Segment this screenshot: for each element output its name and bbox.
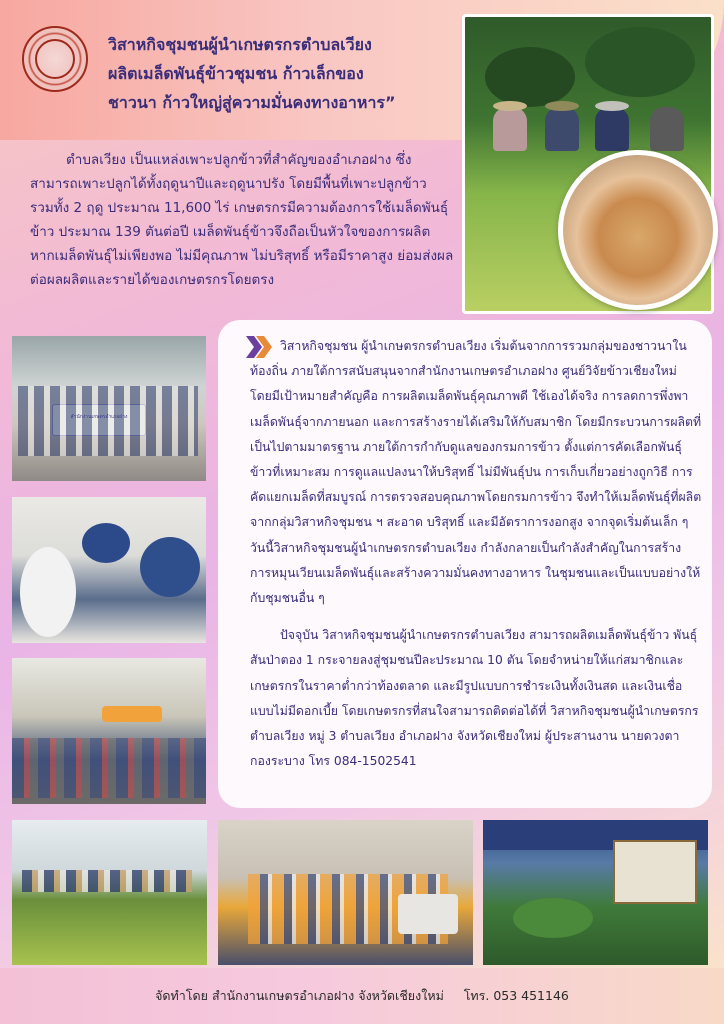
farmers-in-field-photo xyxy=(12,820,207,965)
banner-caption: สำนักงานเกษตรอำเภอฝาง xyxy=(70,414,128,420)
footer-phone: โทร. 053 451146 xyxy=(463,988,569,1003)
title-line-3: ชาวนา ก้าวใหญ่สู่ความมั่นคงทางอาหาร” xyxy=(108,93,396,112)
department-seal-logo xyxy=(22,26,88,92)
intro-paragraph: ตำบลเวียง เป็นแหล่งเพาะปลูกข้าวที่สำคัญของอำเภอฝาง ซึ่งสามารถเพาะปลูกได้ทั้งฤดูนาปีและฤดูนาปรัง โดยมีพื้นที่เพาะปลูกข้าว รวมทั้ง 2 ฤดู ประมาณ 11,600 ไร่ เกษตรกรมีความต้องการใช้เมล็ดพันธุ์ข้าว ประมาณ 139 ตันต่อปี เมล็ดพันธุ์ข้าวจึงถือเป็นหัวใจของการผลิต หากเมล็ดพันธุ์ไม่เพียงพอ ไม่มีคุณภาพ ไม่บริสุทธิ์ หรือมีราคาสูง ย่อมส่งผลต่อผลผลิตและรายได้ของเกษตรกรโดยตรง xyxy=(30,152,454,288)
title-line-1: วิสาหกิจชุมชนผู้นำเกษตรกรตำบลเวียง xyxy=(108,35,372,54)
footer-credit xyxy=(0,986,724,1006)
seed-sorting-photo xyxy=(12,497,206,643)
exhibition-booth-photo xyxy=(483,820,708,965)
main-body-text xyxy=(250,334,702,774)
footer-organization: จัดทำโดย สำนักงานเกษตรอำเภอฝาง จังหวัดเชียงใหม่ xyxy=(155,988,444,1003)
group-photo-with-banner xyxy=(12,336,206,481)
body-paragraph-2: ปัจจุบัน วิสาหกิจชุมชนผู้นำเกษตรกรตำบลเวียง สามารถผลิตเมล็ดพันธุ์ข้าว พันธุ์สันป่าตอง 1 กระจายลงสู่ชุมชนปีละประมาณ 10 ตัน โดยจำหน่ายให้แก่สมาชิกและเกษตรกรในราคาต่ำกว่าท้องตลาด และมีรูปแบบการชำระเงินทั้งเงินสด และเงินเชื่อแบบไม่มีดอกเบี้ย โดยเกษตรกรที่สนใจสามารถติดต่อได้ที่ วิสาหกิจชุมชนผู้นำเกษตรกรตำบลเวียง หมู่ 3 ตำบลเวียง อำเภอฝาง จังหวัดเชียงใหม่ ผู้ประสานงาน นายดวงตา กองระบาง โทร 084-1502541 xyxy=(250,628,699,769)
meeting-photo xyxy=(12,658,206,804)
body-paragraph-1: วิสาหกิจชุมชน ผู้นำเกษตรกรตำบลเวียง เริ่มต้นจากการรวมกลุ่มของชาวนาในท้องถิ่น ภายใต้การสนับสนุนจากสำนักงานเกษตรอำเภอฝาง ศูนย์วิจัยข้าวเชียงใหม่ โดยมีเป้าหมายสำคัญคือ การผลิตเมล็ดพันธุ์คุณภาพดี ใช้เองได้จริง การลดการพึ่งพาเมล็ดพันธุ์จากภายนอก และการสร้างรายได้เสริมให้กับสมาชิก โดยมีกระบวนการผลิตที่เป็นไปตามมาตรฐาน ภายใต้การกำกับดูแลของกรมการข้าว ตั้งแต่การคัดเลือกพันธุ์ข้าวที่เหมาะสม การดูแลแปลงนาให้บริสุทธิ์ ไม่มีพันธุ์ปน การเก็บเกี่ยวอย่างถูกวิธี การคัดแยกเมล็ดที่สมบูรณ์ การตรวจสอบคุณภาพโดยกรมการข้าว จึงทำให้เมล็ดพันธุ์ที่ผลิตจากกลุ่มวิสาหกิจชุมชน ฯ สะอาด บริสุทธิ์ และมีอัตราการงอกสูง จากจุดเริ่มต้นเล็ก ๆ วันนี้วิสาหกิจชุมชนผู้นำเกษตรกรตำบลเวียง กำลังกลายเป็นกำลังสำคัญในการสร้าง การหมุนเวียนเมล็ดพันธุ์และสร้างความมั่นคงทางอาหาร ในชุมชนและเป็นแบบอย่างให้กับชุมชนอื่น ๆ xyxy=(250,339,702,606)
group-with-seed-bags-photo xyxy=(218,820,473,965)
poster-title xyxy=(108,30,448,117)
rice-seeds-in-hand-photo xyxy=(558,150,718,310)
title-line-2: ผลิตเมล็ดพันธุ์ข้าวชุมชน ก้าวเล็กของ xyxy=(108,64,364,83)
